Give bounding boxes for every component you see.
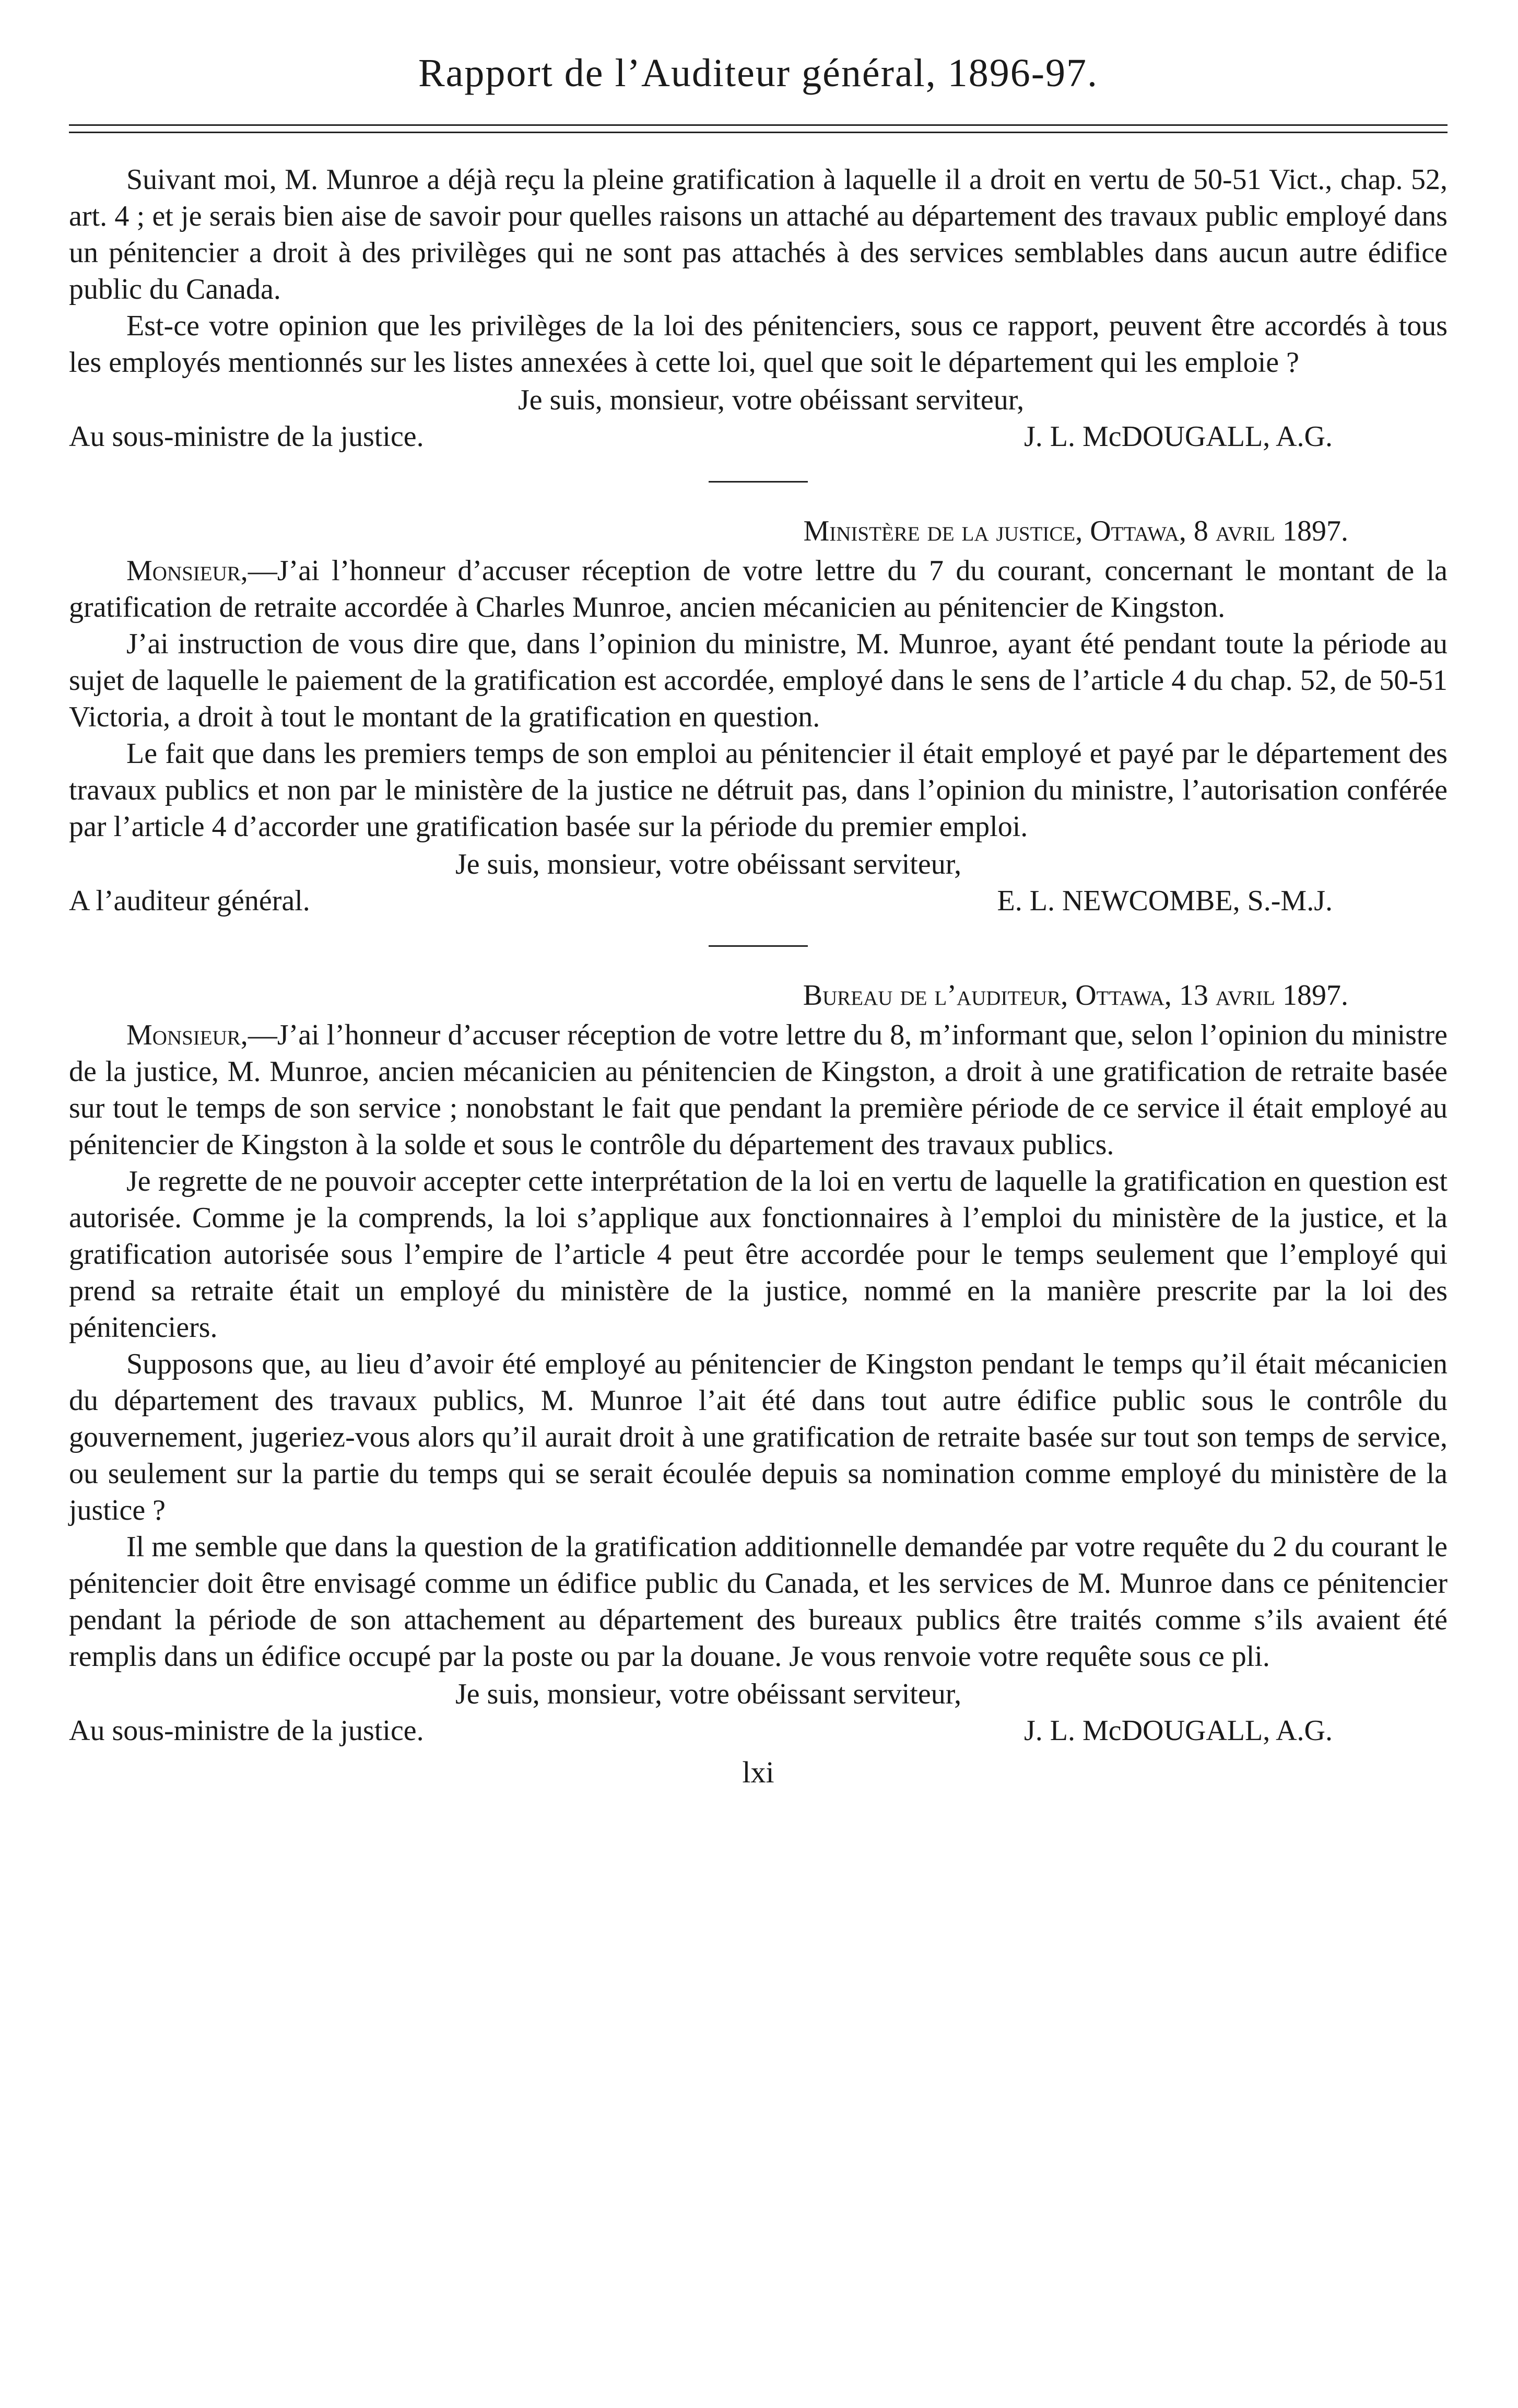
- letter-1-signature-line: [69, 418, 1448, 455]
- letter-2-signature: E. L. NEWCOMBE, S.-M.J.: [997, 885, 1333, 917]
- letter-1-signature: J. L. McDOUGALL, A.G.: [1023, 420, 1333, 453]
- letter-3-recipient: Au sous-ministre de la justice.: [69, 1714, 424, 1747]
- letter-3-paragraph-1: [69, 1017, 1448, 1163]
- letter-2-paragraph-1: [69, 553, 1448, 626]
- double-rule-divider: [69, 120, 1448, 138]
- letter-2-paragraph-3: Le fait que dans les premiers temps de son emploi au pénitencier il était employé et payé par le département des travaux publics et non par le ministère de la justice ne détruit pas, dans l’opinion du ministre, l’autorisation conférée par l’article 4 d’accorder une gratification basée sur la période du premier emploi.: [69, 737, 1448, 843]
- letter-3-closing: Je suis, monsieur, votre obéissant serviteur,: [455, 1678, 962, 1710]
- section-separator: [709, 945, 808, 947]
- letter-1-paragraph-2: Est-ce votre opinion que les privilèges de la loi des pénitenciers, sous ce rapport, peuvent être accordés à tous les employés mentionnés sur les listes annexées à cette loi, quel que soit le département qui les emploie ?: [69, 310, 1448, 379]
- document-page: [69, 47, 1448, 1791]
- letter-2-paragraph-2: J’ai instruction de vous dire que, dans l’opinion du ministre, M. Munroe, ayant été pendant toute la période au sujet de laquelle le paiement de la gratification est accordée, employé dans le sens de l’article 4 du chap. 52, de 50-51 Victoria, a droit à tout le montant de la gratification en question.: [69, 628, 1448, 733]
- letter-3: [69, 977, 1448, 1749]
- letter-3-paragraph-2: Je regrette de ne pouvoir accepter cette interprétation de la loi en vertu de laquelle la gratification en question est autorisée. Comme je la comprends, la loi s’applique aux fonctionnaires à l’emploi du ministère de la justice, et la gratification autorisée sous l’empire de l’article 4 peut être accordée pour le temps seulement que l’employé qui prend sa retraite était un employé du ministère de la justice, nommé en la manière prescrite par la loi des pénitenciers.: [69, 1165, 1448, 1344]
- page-number: lxi: [742, 1755, 774, 1789]
- letter-3-signature: J. L. McDOUGALL, A.G.: [1023, 1714, 1333, 1747]
- letter-1-recipient: Au sous-ministre de la justice.: [69, 420, 424, 453]
- letter-1-paragraph-1: Suivant moi, M. Munroe a déjà reçu la pleine gratification à laquelle il a droit en vertu de 50-51 Vict., chap. 52, art. 4 ; et je serais bien aise de savoir pour quelles raisons un attaché au département des travaux public employé dans un pénitencier a droit à des privilèges qui ne sont pas attachés à des services semblables dans aucun autre édifice public du Canada.: [69, 163, 1448, 306]
- letter-3-paragraph-1-text: —J’ai l’honneur d’accuser réception de votre lettre du 8, m’informant que, selon l’opinion du ministre de la justice, M. Munroe, ancien mécanicien au pénitencien de Kingston, a droit à une gratification de retraite basée sur tout le temps de son service ; nonobstant le fait que pendant la première période de ce service il était employé au pénitencier de Kingston à la solde et sous le contrôle du département des travaux publics.: [69, 1019, 1448, 1161]
- letter-3-paragraph-3: Supposons que, au lieu d’avoir été employé au pénitencier de Kingston pendant le temps qu’il était mécanicien du département des travaux publics, M. Munroe l’ait été dans tout autre édifice public sous le contrôle du gouvernement, jugeriez-vous alors qu’il aurait droit à une gratification de retraite basée sur tout son temps de service, ou seulement sur la partie du temps qui se serait écoulée depuis sa nomination comme employé du ministère de la justice ?: [69, 1348, 1448, 1526]
- letter-2-signature-line: [69, 883, 1448, 919]
- letter-1: [69, 161, 1448, 455]
- letter-2-recipient: A l’auditeur général.: [69, 885, 310, 917]
- section-separator: [709, 481, 808, 483]
- letter-3-paragraph-4: Il me semble que dans la question de la gratification additionnelle demandée par votre requête du 2 du courant le pénitencier doit être envisagé comme un édifice public du Canada, et les services de M. Munroe dans ce pénitencier pendant la période de son attachement au département des bureaux publics être traités comme s’ils avaient été remplis dans un édifice occupé par la poste ou par la douane. Je vous renvoie votre requête sous ce pli.: [69, 1531, 1448, 1673]
- letter-2-closing: Je suis, monsieur, votre obéissant serviteur,: [455, 848, 962, 880]
- letter-3-heading: Bureau de l’auditeur, Ottawa, 13 avril 1897.: [803, 979, 1348, 1012]
- letter-2-paragraph-1-text: —J’ai l’honneur d’accuser réception de votre lettre du 7 du courant, concernant le montant de la gratification de retraite accordée à Charles Munroe, ancien mécanicien au pénitencier de Kingston.: [69, 555, 1448, 624]
- letter-1-closing: Je suis, monsieur, votre obéissant serviteur,: [518, 384, 1025, 416]
- page-title: Rapport de l’Auditeur général, 1896-97.: [418, 51, 1099, 95]
- letter-3-signature-line: [69, 1712, 1448, 1749]
- letter-2-heading: Ministère de la justice, Ottawa, 8 avril 1897.: [803, 515, 1348, 547]
- letter-3-salutation: Monsieur,: [126, 1019, 248, 1051]
- letter-2-salutation: Monsieur,: [126, 555, 248, 587]
- letter-2: [69, 513, 1448, 919]
